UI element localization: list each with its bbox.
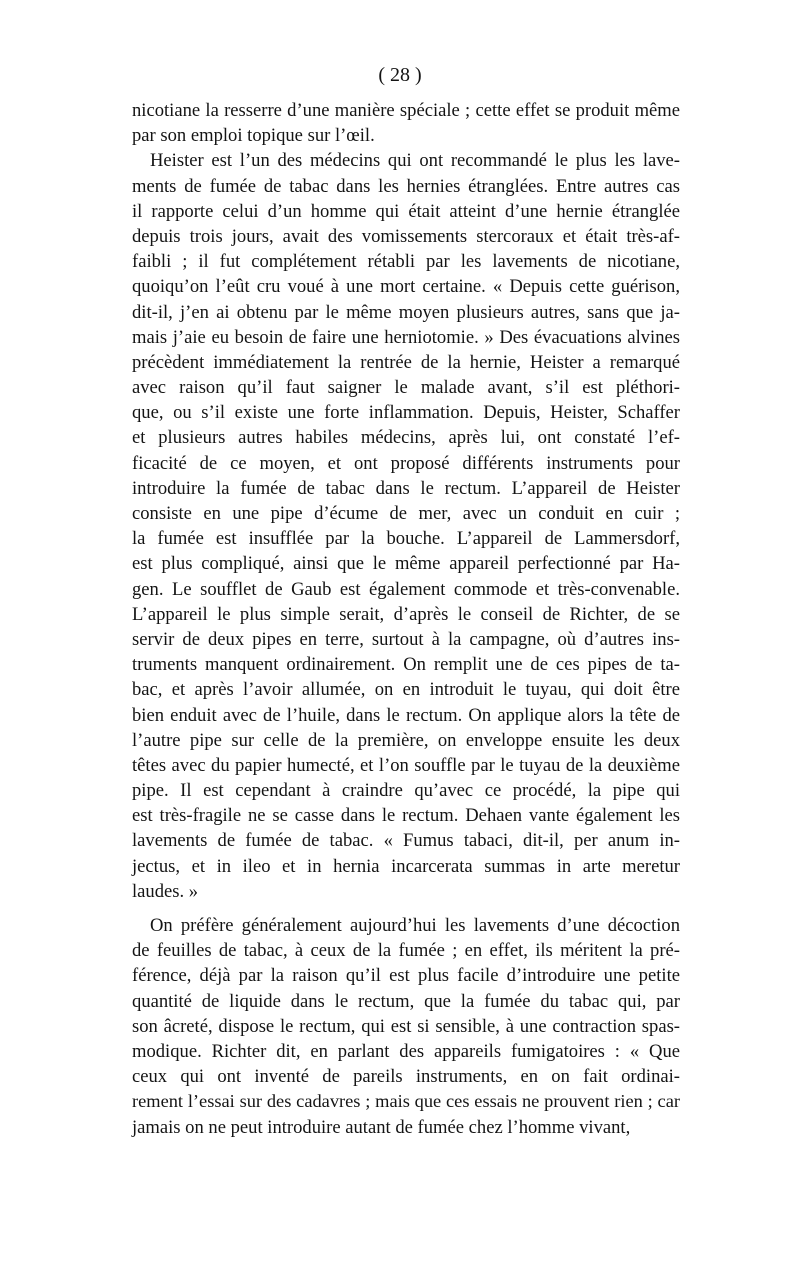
text-line: On préfère généralement aujourd’hui les lavements d’une décoction — [150, 915, 680, 936]
text-line: dit-il, j’en ai obtenu par le même moyen plusieurs autres, sans que ja- — [132, 301, 680, 323]
text-line: est plus compliqué, ainsi que le même appareil perfectionné par Ha- — [132, 553, 680, 575]
text-line: son âcreté, dispose le rectum, qui est si sensible, à une contraction spas- — [132, 1015, 680, 1037]
text-line: laudes. » — [132, 880, 199, 902]
text-line: férence, déjà par la raison qu’il est plus facile d’introduire une petite — [132, 965, 680, 987]
text-line: il rapporte celui d’un homme qui était atteint d’une hernie étranglée — [132, 200, 680, 222]
text-line: consiste en une pipe d’écume de mer, avec un conduit en cuir ; — [132, 503, 680, 524]
text-line: précèdent immédiatement la rentrée de la hernie, Heister a remarqué — [132, 351, 680, 373]
text-line: jamais on ne peut introduire autant de fumée chez l’homme vivant, — [132, 1116, 631, 1138]
text-line: rement l’essai sur des cadavres ; mais que ces essais ne prouvent rien ; car — [132, 1091, 680, 1112]
text-line: ceux qui ont inventé de pareils instruments, en on fait ordinai- — [132, 1066, 680, 1088]
text-line: gen. Le soufflet de Gaub est également commode et très-convenable. — [132, 578, 680, 600]
text-line: faibli ; il fut complétement rétabli par les lavements de nicotiane, — [132, 251, 680, 273]
text-line: têtes avec du papier humecté, et l’on souffle par le tuyau de la deuxième — [132, 754, 680, 776]
page-number: ( 28 ) — [378, 64, 422, 86]
text-line: ments de fumée de tabac dans les hernies étranglées. Entre autres cas — [132, 175, 680, 197]
paragraph-2 — [132, 148, 680, 904]
text-line: modique. Richter dit, en parlant des appareils fumigatoires : « Que — [132, 1040, 680, 1062]
text-line: jectus, et in ileo et in hernia incarcerata summas in arte meretur — [132, 855, 680, 877]
text-line: pipe. Il est cependant à craindre qu’avec ce procédé, la pipe qui — [132, 780, 680, 802]
text-line: introduire la fumée de tabac dans le rectum. L’appareil de Heister — [132, 477, 680, 499]
text-line: est très-fragile ne se casse dans le rectum. Dehaen vante également les — [132, 805, 680, 827]
text-line: depuis trois jours, avait des vomissements stercoraux et était très-af- — [132, 225, 680, 247]
paragraph-1 — [132, 98, 680, 148]
paragraph-3 — [132, 913, 680, 1140]
text-line: par son emploi topique sur l’œil. — [132, 125, 375, 147]
text-line: quoiqu’on l’eût cru voué à une mort certaine. « Depuis cette guérison, — [132, 276, 680, 298]
text-line: ficacité de ce moyen, et ont proposé différents instruments pour — [132, 452, 680, 474]
text-line: Heister est l’un des médecins qui ont recommandé le plus les lave- — [150, 150, 680, 172]
text-line: truments manquent ordinairement. On remplit une de ces pipes de ta- — [132, 654, 680, 676]
text-line: bac, et après l’avoir allumée, on en introduit le tuyau, qui doit être — [132, 679, 680, 701]
text-line: L’appareil le plus simple serait, d’après le conseil de Richter, de se — [132, 603, 680, 625]
text-line: que, ou s’il existe une forte inflammation. Depuis, Heister, Schaffer — [132, 402, 680, 424]
text-line: l’autre pipe sur celle de la première, on enveloppe ensuite les deux — [132, 729, 680, 751]
text-line: de feuilles de tabac, à ceux de la fumée ; en effet, ils méritent la pré- — [132, 940, 680, 962]
body-text — [132, 98, 680, 1140]
text-line: bien enduit avec de l’huile, dans le rectum. On applique alors la tête de — [132, 704, 680, 726]
text-line: nicotiane la resserre d’une manière spéciale ; cette effet se produit même — [132, 100, 680, 121]
text-line: la fumée est insufflée par la bouche. L’appareil de Lammersdorf, — [132, 528, 680, 550]
text-line: et plusieurs autres habiles médecins, après lui, ont constaté l’ef- — [132, 427, 680, 449]
text-line: servir de deux pipes en terre, surtout à la campagne, où d’autres ins- — [132, 628, 680, 650]
paragraph-gap — [132, 904, 680, 913]
text-line: lavements de fumée de tabac. « Fumus tabaci, dit-il, per anum in- — [132, 830, 680, 852]
text-line: avec raison qu’il faut saigner le malade avant, s’il est pléthori- — [132, 377, 680, 399]
text-line: quantité de liquide dans le rectum, que la fumée du tabac qui, par — [132, 990, 680, 1012]
text-line: mais j’aie eu besoin de faire une herniotomie. » Des évacuations alvines — [132, 326, 680, 348]
